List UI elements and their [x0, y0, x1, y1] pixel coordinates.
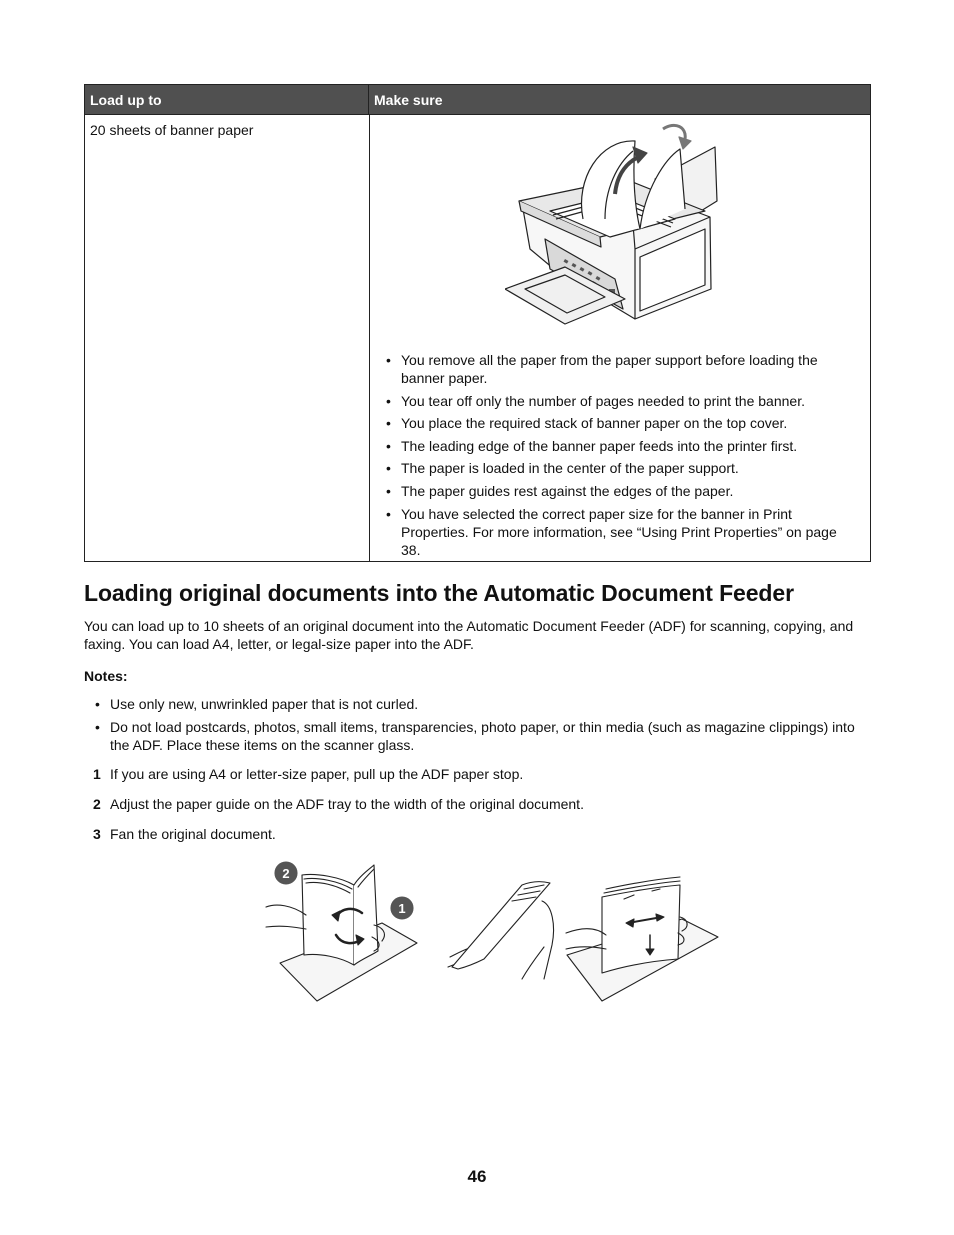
step-number: 1 [93, 766, 101, 782]
list-item: • You tear off only the number of pages needed to print the banner. [385, 392, 855, 410]
section-heading: Loading original documents into the Automatic Document Feeder [84, 580, 794, 606]
step-text: Fan the original document. [110, 826, 276, 842]
step-number: 3 [93, 826, 101, 842]
make-sure-list [385, 351, 855, 563]
notes-list [84, 695, 874, 759]
list-item: • You place the required stack of banner paper on the top cover. [385, 414, 855, 432]
step-number: 2 [93, 796, 101, 812]
step-item [84, 765, 874, 783]
column-divider [369, 114, 370, 561]
steps-list [84, 765, 874, 855]
list-item: • Use only new, unwrinkled paper that is not curled. [84, 695, 874, 713]
notes-title: Notes: [84, 668, 128, 684]
list-item: • Do not load postcards, photos, small items, transparencies, photo paper, or thin media (such as magazine clippings) into the ADF. Place these items on the scanner glass. [84, 718, 874, 754]
list-item: • You have selected the correct paper size for the banner in Print Properties. For more information, see “Using Print Properties” on page 38. [385, 505, 855, 559]
list-item: • The leading edge of the banner paper feeds into the printer first. [385, 437, 855, 455]
list-item: • You remove all the paper from the paper support before loading the banner paper. [385, 351, 855, 387]
step-item [84, 795, 874, 813]
list-item: • The paper guides rest against the edges of the paper. [385, 482, 855, 500]
page-number: 46 [467, 1167, 487, 1186]
header-make-sure: Make sure [374, 92, 443, 108]
step-text: Adjust the paper guide on the ADF tray to the width of the original document. [110, 796, 584, 812]
step-text: If you are using A4 or letter-size paper, pull up the ADF paper stop. [110, 766, 524, 782]
callout-1: 1 [398, 901, 406, 916]
fan-document-illustration [262, 855, 722, 1005]
intro-paragraph: You can load up to 10 sheets of an original document into the Automatic Document Feeder (ADF) for scanning, copying, and faxing. You can load A4, letter, or legal-size paper into the ADF. [84, 618, 854, 652]
list-item: • The paper is loaded in the center of the paper support. [385, 459, 855, 477]
table-header [85, 85, 870, 115]
header-load-up-to: Load up to [85, 85, 369, 114]
callout-2: 2 [282, 866, 290, 881]
printer-banner-illustration [505, 119, 735, 339]
step-item [84, 825, 874, 843]
cell-load-up-to: 20 sheets of banner paper [90, 122, 254, 138]
load-table [84, 84, 871, 562]
